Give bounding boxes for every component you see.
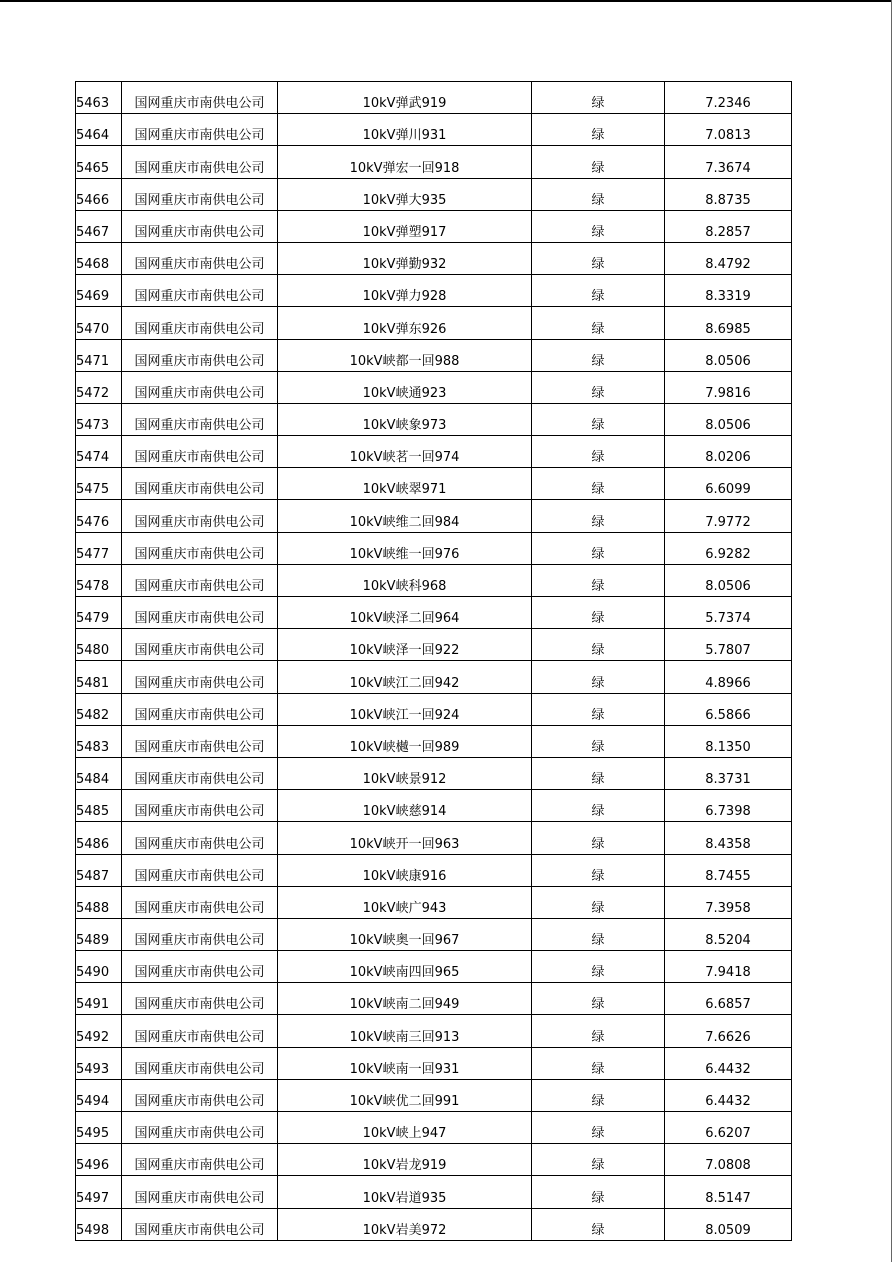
row-number-cell: 5468 [76,242,122,274]
feeder-line-cell: 10kV峡科968 [278,564,532,596]
feeder-line-cell: 10kV弹力928 [278,275,532,307]
row-number-cell: 5471 [76,339,122,371]
status-cell: 绿 [532,242,665,274]
company-cell: 国网重庆市南供电公司 [122,532,278,564]
feeder-line-cell: 10kV弹塑917 [278,210,532,242]
feeder-line-cell: 10kV峡南二回949 [278,983,532,1015]
table-row [76,951,792,983]
table-row [76,854,792,886]
status-cell: 绿 [532,725,665,757]
status-cell: 绿 [532,822,665,854]
feeder-line-cell: 10kV弹武919 [278,82,532,114]
feeder-line-cell: 10kV峡南四回965 [278,951,532,983]
table-row [76,403,792,435]
table-row [76,210,792,242]
company-cell: 国网重庆市南供电公司 [122,1208,278,1240]
value-cell: 5.7807 [665,629,792,661]
feeder-line-cell: 10kV峡康916 [278,854,532,886]
table-row [76,1176,792,1208]
company-cell: 国网重庆市南供电公司 [122,983,278,1015]
table-row [76,725,792,757]
table-row [76,307,792,339]
status-cell: 绿 [532,275,665,307]
row-number-cell: 5497 [76,1176,122,1208]
company-cell: 国网重庆市南供电公司 [122,597,278,629]
status-cell: 绿 [532,403,665,435]
table-row [76,114,792,146]
feeder-line-cell: 10kV峡江一回924 [278,693,532,725]
company-cell: 国网重庆市南供电公司 [122,178,278,210]
company-cell: 国网重庆市南供电公司 [122,307,278,339]
table-row [76,242,792,274]
status-cell: 绿 [532,1176,665,1208]
value-cell: 8.0506 [665,403,792,435]
status-cell: 绿 [532,983,665,1015]
company-cell: 国网重庆市南供电公司 [122,242,278,274]
status-cell: 绿 [532,854,665,886]
feeder-line-cell: 10kV峡南一回931 [278,1047,532,1079]
company-cell: 国网重庆市南供电公司 [122,146,278,178]
table-row [76,178,792,210]
company-cell: 国网重庆市南供电公司 [122,854,278,886]
row-number-cell: 5496 [76,1144,122,1176]
status-cell: 绿 [532,307,665,339]
feeder-line-cell: 10kV峡泽二回964 [278,597,532,629]
value-cell: 5.7374 [665,597,792,629]
row-number-cell: 5477 [76,532,122,564]
status-cell: 绿 [532,1144,665,1176]
value-cell: 7.3674 [665,146,792,178]
value-cell: 8.2857 [665,210,792,242]
feeder-line-cell: 10kV弹大935 [278,178,532,210]
feeder-line-cell: 10kV弹勤932 [278,242,532,274]
status-cell: 绿 [532,918,665,950]
company-cell: 国网重庆市南供电公司 [122,436,278,468]
row-number-cell: 5476 [76,500,122,532]
company-cell: 国网重庆市南供电公司 [122,693,278,725]
value-cell: 8.0506 [665,339,792,371]
table-row [76,275,792,307]
row-number-cell: 5478 [76,564,122,596]
company-cell: 国网重庆市南供电公司 [122,82,278,114]
row-number-cell: 5464 [76,114,122,146]
company-cell: 国网重庆市南供电公司 [122,918,278,950]
row-number-cell: 5484 [76,757,122,789]
value-cell: 6.6857 [665,983,792,1015]
row-number-cell: 5480 [76,629,122,661]
feeder-line-cell: 10kV岩龙919 [278,1144,532,1176]
table-row [76,757,792,789]
table-row [76,468,792,500]
feeder-line-cell: 10kV峡通923 [278,371,532,403]
table-row [76,436,792,468]
value-cell: 8.1350 [665,725,792,757]
company-cell: 国网重庆市南供电公司 [122,951,278,983]
value-cell: 8.0506 [665,564,792,596]
feeder-line-cell: 10kV弹东926 [278,307,532,339]
company-cell: 国网重庆市南供电公司 [122,564,278,596]
status-cell: 绿 [532,1047,665,1079]
feeder-line-cell: 10kV弹川931 [278,114,532,146]
status-cell: 绿 [532,210,665,242]
company-cell: 国网重庆市南供电公司 [122,339,278,371]
feeder-line-cell: 10kV峡维一回976 [278,532,532,564]
status-cell: 绿 [532,1079,665,1111]
status-cell: 绿 [532,371,665,403]
status-cell: 绿 [532,757,665,789]
table-row [76,564,792,596]
value-cell: 7.2346 [665,82,792,114]
table-row [76,983,792,1015]
value-cell: 6.5866 [665,693,792,725]
feeder-line-cell: 10kV峡樾一回989 [278,725,532,757]
value-cell: 8.6985 [665,307,792,339]
company-cell: 国网重庆市南供电公司 [122,114,278,146]
table-row [76,1015,792,1047]
row-number-cell: 5486 [76,822,122,854]
row-number-cell: 5463 [76,82,122,114]
feeder-line-cell: 10kV峡慈914 [278,790,532,822]
value-cell: 8.3319 [665,275,792,307]
table-row [76,146,792,178]
value-cell: 6.6207 [665,1112,792,1144]
row-number-cell: 5485 [76,790,122,822]
row-number-cell: 5494 [76,1079,122,1111]
table-row [76,1112,792,1144]
table-row [76,918,792,950]
row-number-cell: 5489 [76,918,122,950]
table-row [76,1144,792,1176]
table-row [76,500,792,532]
value-cell: 8.8735 [665,178,792,210]
status-cell: 绿 [532,114,665,146]
feeder-line-cell: 10kV峡开一回963 [278,822,532,854]
value-cell: 8.7455 [665,854,792,886]
table-row [76,822,792,854]
value-cell: 7.0813 [665,114,792,146]
status-cell: 绿 [532,436,665,468]
row-number-cell: 5491 [76,983,122,1015]
company-cell: 国网重庆市南供电公司 [122,210,278,242]
status-cell: 绿 [532,146,665,178]
row-number-cell: 5474 [76,436,122,468]
feeder-line-cell: 10kV岩美972 [278,1208,532,1240]
value-cell: 6.4432 [665,1047,792,1079]
status-cell: 绿 [532,790,665,822]
status-cell: 绿 [532,468,665,500]
status-cell: 绿 [532,693,665,725]
table-row [76,790,792,822]
company-cell: 国网重庆市南供电公司 [122,629,278,661]
table-row [76,886,792,918]
company-cell: 国网重庆市南供电公司 [122,500,278,532]
table-row [76,629,792,661]
row-number-cell: 5483 [76,725,122,757]
row-number-cell: 5479 [76,597,122,629]
value-cell: 7.9816 [665,371,792,403]
feeder-line-cell: 10kV峡江二回942 [278,661,532,693]
feeder-line-cell: 10kV峡南三回913 [278,1015,532,1047]
company-cell: 国网重庆市南供电公司 [122,822,278,854]
value-cell: 6.4432 [665,1079,792,1111]
page-top-rule [0,0,892,2]
table-row [76,371,792,403]
status-cell: 绿 [532,500,665,532]
value-cell: 7.6626 [665,1015,792,1047]
value-cell: 7.9418 [665,951,792,983]
company-cell: 国网重庆市南供电公司 [122,661,278,693]
table-row [76,1079,792,1111]
value-cell: 8.0206 [665,436,792,468]
status-cell: 绿 [532,339,665,371]
value-cell: 7.0808 [665,1144,792,1176]
row-number-cell: 5472 [76,371,122,403]
company-cell: 国网重庆市南供电公司 [122,757,278,789]
feeder-line-cell: 10kV峡优二回991 [278,1079,532,1111]
company-cell: 国网重庆市南供电公司 [122,1144,278,1176]
company-cell: 国网重庆市南供电公司 [122,1015,278,1047]
value-cell: 4.8966 [665,661,792,693]
table-row [76,693,792,725]
feeder-line-cell: 10kV峡景912 [278,757,532,789]
table-row [76,1047,792,1079]
row-number-cell: 5467 [76,210,122,242]
value-cell: 7.9772 [665,500,792,532]
row-number-cell: 5469 [76,275,122,307]
status-cell: 绿 [532,661,665,693]
table-row [76,661,792,693]
row-number-cell: 5475 [76,468,122,500]
table-row [76,597,792,629]
feeder-line-cell: 10kV峡茗一回974 [278,436,532,468]
company-cell: 国网重庆市南供电公司 [122,790,278,822]
value-cell: 6.6099 [665,468,792,500]
row-number-cell: 5498 [76,1208,122,1240]
company-cell: 国网重庆市南供电公司 [122,275,278,307]
company-cell: 国网重庆市南供电公司 [122,371,278,403]
table-row [76,339,792,371]
status-cell: 绿 [532,532,665,564]
feeder-line-cell: 10kV峡泽一回922 [278,629,532,661]
row-number-cell: 5465 [76,146,122,178]
row-number-cell: 5495 [76,1112,122,1144]
value-cell: 6.9282 [665,532,792,564]
row-number-cell: 5493 [76,1047,122,1079]
row-number-cell: 5482 [76,693,122,725]
status-cell: 绿 [532,178,665,210]
status-cell: 绿 [532,951,665,983]
feeder-line-cell: 10kV峡上947 [278,1112,532,1144]
feeder-line-cell: 10kV峡翠971 [278,468,532,500]
feeder-line-cell: 10kV峡奥一回967 [278,918,532,950]
table-body [76,82,792,1241]
table-row [76,1208,792,1240]
row-number-cell: 5487 [76,854,122,886]
row-number-cell: 5492 [76,1015,122,1047]
feeder-line-cell: 10kV峡都一回988 [278,339,532,371]
value-cell: 6.7398 [665,790,792,822]
status-cell: 绿 [532,597,665,629]
feeder-status-table [75,81,792,1241]
value-cell: 8.4792 [665,242,792,274]
row-number-cell: 5481 [76,661,122,693]
row-number-cell: 5466 [76,178,122,210]
value-cell: 8.4358 [665,822,792,854]
status-cell: 绿 [532,1015,665,1047]
value-cell: 8.5147 [665,1176,792,1208]
value-cell: 8.0509 [665,1208,792,1240]
row-number-cell: 5488 [76,886,122,918]
company-cell: 国网重庆市南供电公司 [122,1047,278,1079]
feeder-line-cell: 10kV峡维二回984 [278,500,532,532]
company-cell: 国网重庆市南供电公司 [122,1079,278,1111]
company-cell: 国网重庆市南供电公司 [122,403,278,435]
row-number-cell: 5490 [76,951,122,983]
status-cell: 绿 [532,1208,665,1240]
status-cell: 绿 [532,1112,665,1144]
status-cell: 绿 [532,886,665,918]
table-row [76,532,792,564]
table-row [76,82,792,114]
status-cell: 绿 [532,564,665,596]
feeder-line-cell: 10kV弹宏一回918 [278,146,532,178]
company-cell: 国网重庆市南供电公司 [122,468,278,500]
status-cell: 绿 [532,82,665,114]
company-cell: 国网重庆市南供电公司 [122,1112,278,1144]
feeder-line-cell: 10kV峡象973 [278,403,532,435]
company-cell: 国网重庆市南供电公司 [122,1176,278,1208]
feeder-line-cell: 10kV峡广943 [278,886,532,918]
value-cell: 8.3731 [665,757,792,789]
status-cell: 绿 [532,629,665,661]
row-number-cell: 5470 [76,307,122,339]
value-cell: 7.3958 [665,886,792,918]
feeder-line-cell: 10kV岩道935 [278,1176,532,1208]
company-cell: 国网重庆市南供电公司 [122,886,278,918]
row-number-cell: 5473 [76,403,122,435]
company-cell: 国网重庆市南供电公司 [122,725,278,757]
value-cell: 8.5204 [665,918,792,950]
